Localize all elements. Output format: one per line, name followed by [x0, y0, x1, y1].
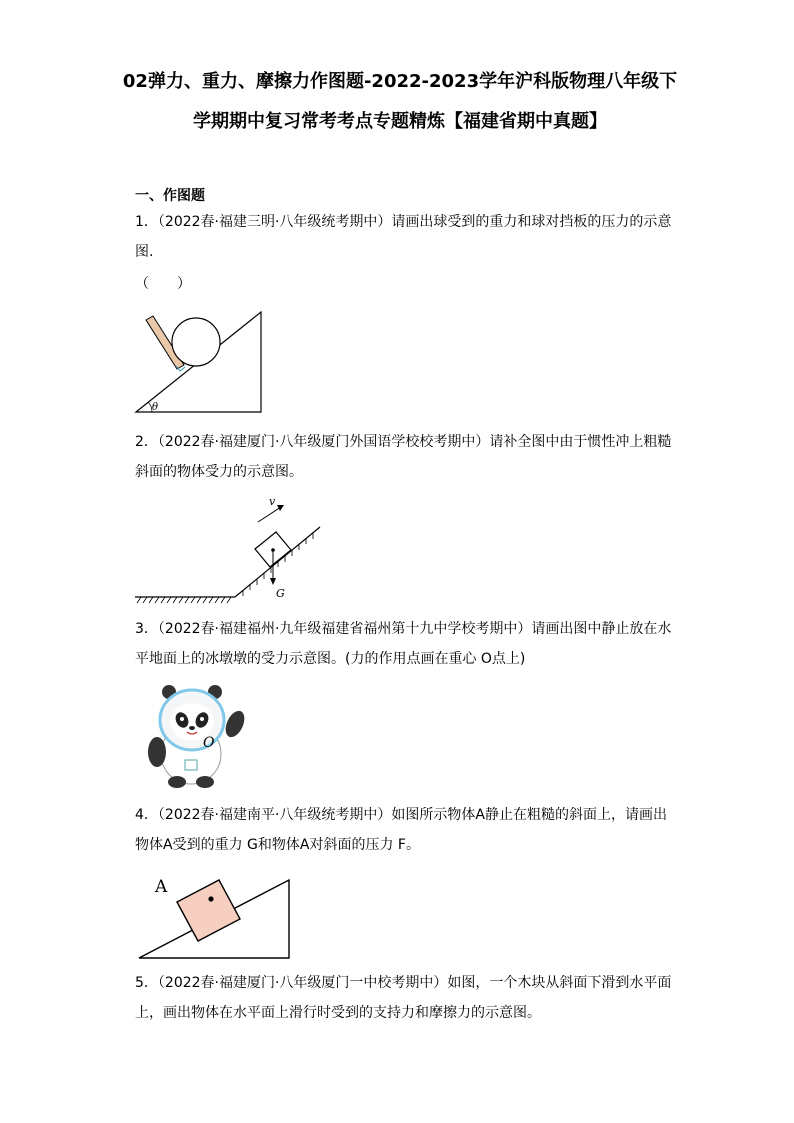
- question-2-text: 2．（2022春·福建厦门·八年级厦门外国语学校校考期中）请补全图中由于惯性冲上粗糙斜面的物体受力的示意图。: [135, 434, 672, 480]
- block-a: [177, 880, 240, 941]
- mascot-nose: [189, 726, 195, 730]
- section-heading: 一、作图题: [135, 188, 205, 204]
- mascot-right-leg: [196, 776, 214, 788]
- angle-label: θ: [152, 402, 159, 413]
- block-a-label: A: [155, 877, 168, 897]
- question-3-text: 3．（2022春·福建福州·九年级福建省福州第十九中学校考期中）请画出图中静止放在水平地面上的冰墩墩的受力示意图。(力的作用点画在重心 O点上): [135, 621, 672, 667]
- block-a-center-dot: [208, 896, 213, 901]
- center-of-gravity-label: O: [203, 735, 215, 751]
- figure-bing-dwen-dwen: [135, 682, 253, 790]
- mascot-right-arm: [222, 708, 248, 740]
- figure-block-a-on-incline: [135, 870, 295, 962]
- gravity-label: G: [276, 587, 285, 600]
- question-1-text: 1．（2022春·福建三明·八年级统考期中）请画出球受到的重力和球对挡板的压力的示意图.: [135, 214, 672, 260]
- mascot-left-leg: [168, 776, 186, 788]
- velocity-arrow: [258, 507, 281, 522]
- mascot-left-arm: [148, 737, 166, 767]
- figure-block-on-rough-incline: [135, 490, 325, 605]
- gravity-arrowhead: [270, 578, 276, 585]
- ball: [172, 318, 220, 366]
- velocity-label: v: [269, 495, 276, 508]
- ground-hatch: [137, 597, 231, 603]
- figure-ball-on-incline: [130, 305, 270, 417]
- page-title: 02弹力、重力、摩擦力作图题-2022-2023学年沪科版物理八年级下学期期中复习常考考点专题精炼【福建省期中真题】: [122, 71, 678, 132]
- question-5-text: 5．（2022春·福建厦门·八年级厦门一中校考期中）如图，一个木块从斜面下滑到水平面上，画出物体在水平面上滑行时受到的支持力和摩擦力的示意图。: [135, 975, 672, 1021]
- question-4-text: 4．（2022春·福建南平·八年级统考期中）如图所示物体A静止在粗糙的斜面上，请画出物体A受到的重力 G和物体A对斜面的压力 F。: [135, 807, 668, 853]
- answer-blank: （ ）: [135, 276, 191, 292]
- velocity-arrowhead: [277, 505, 284, 511]
